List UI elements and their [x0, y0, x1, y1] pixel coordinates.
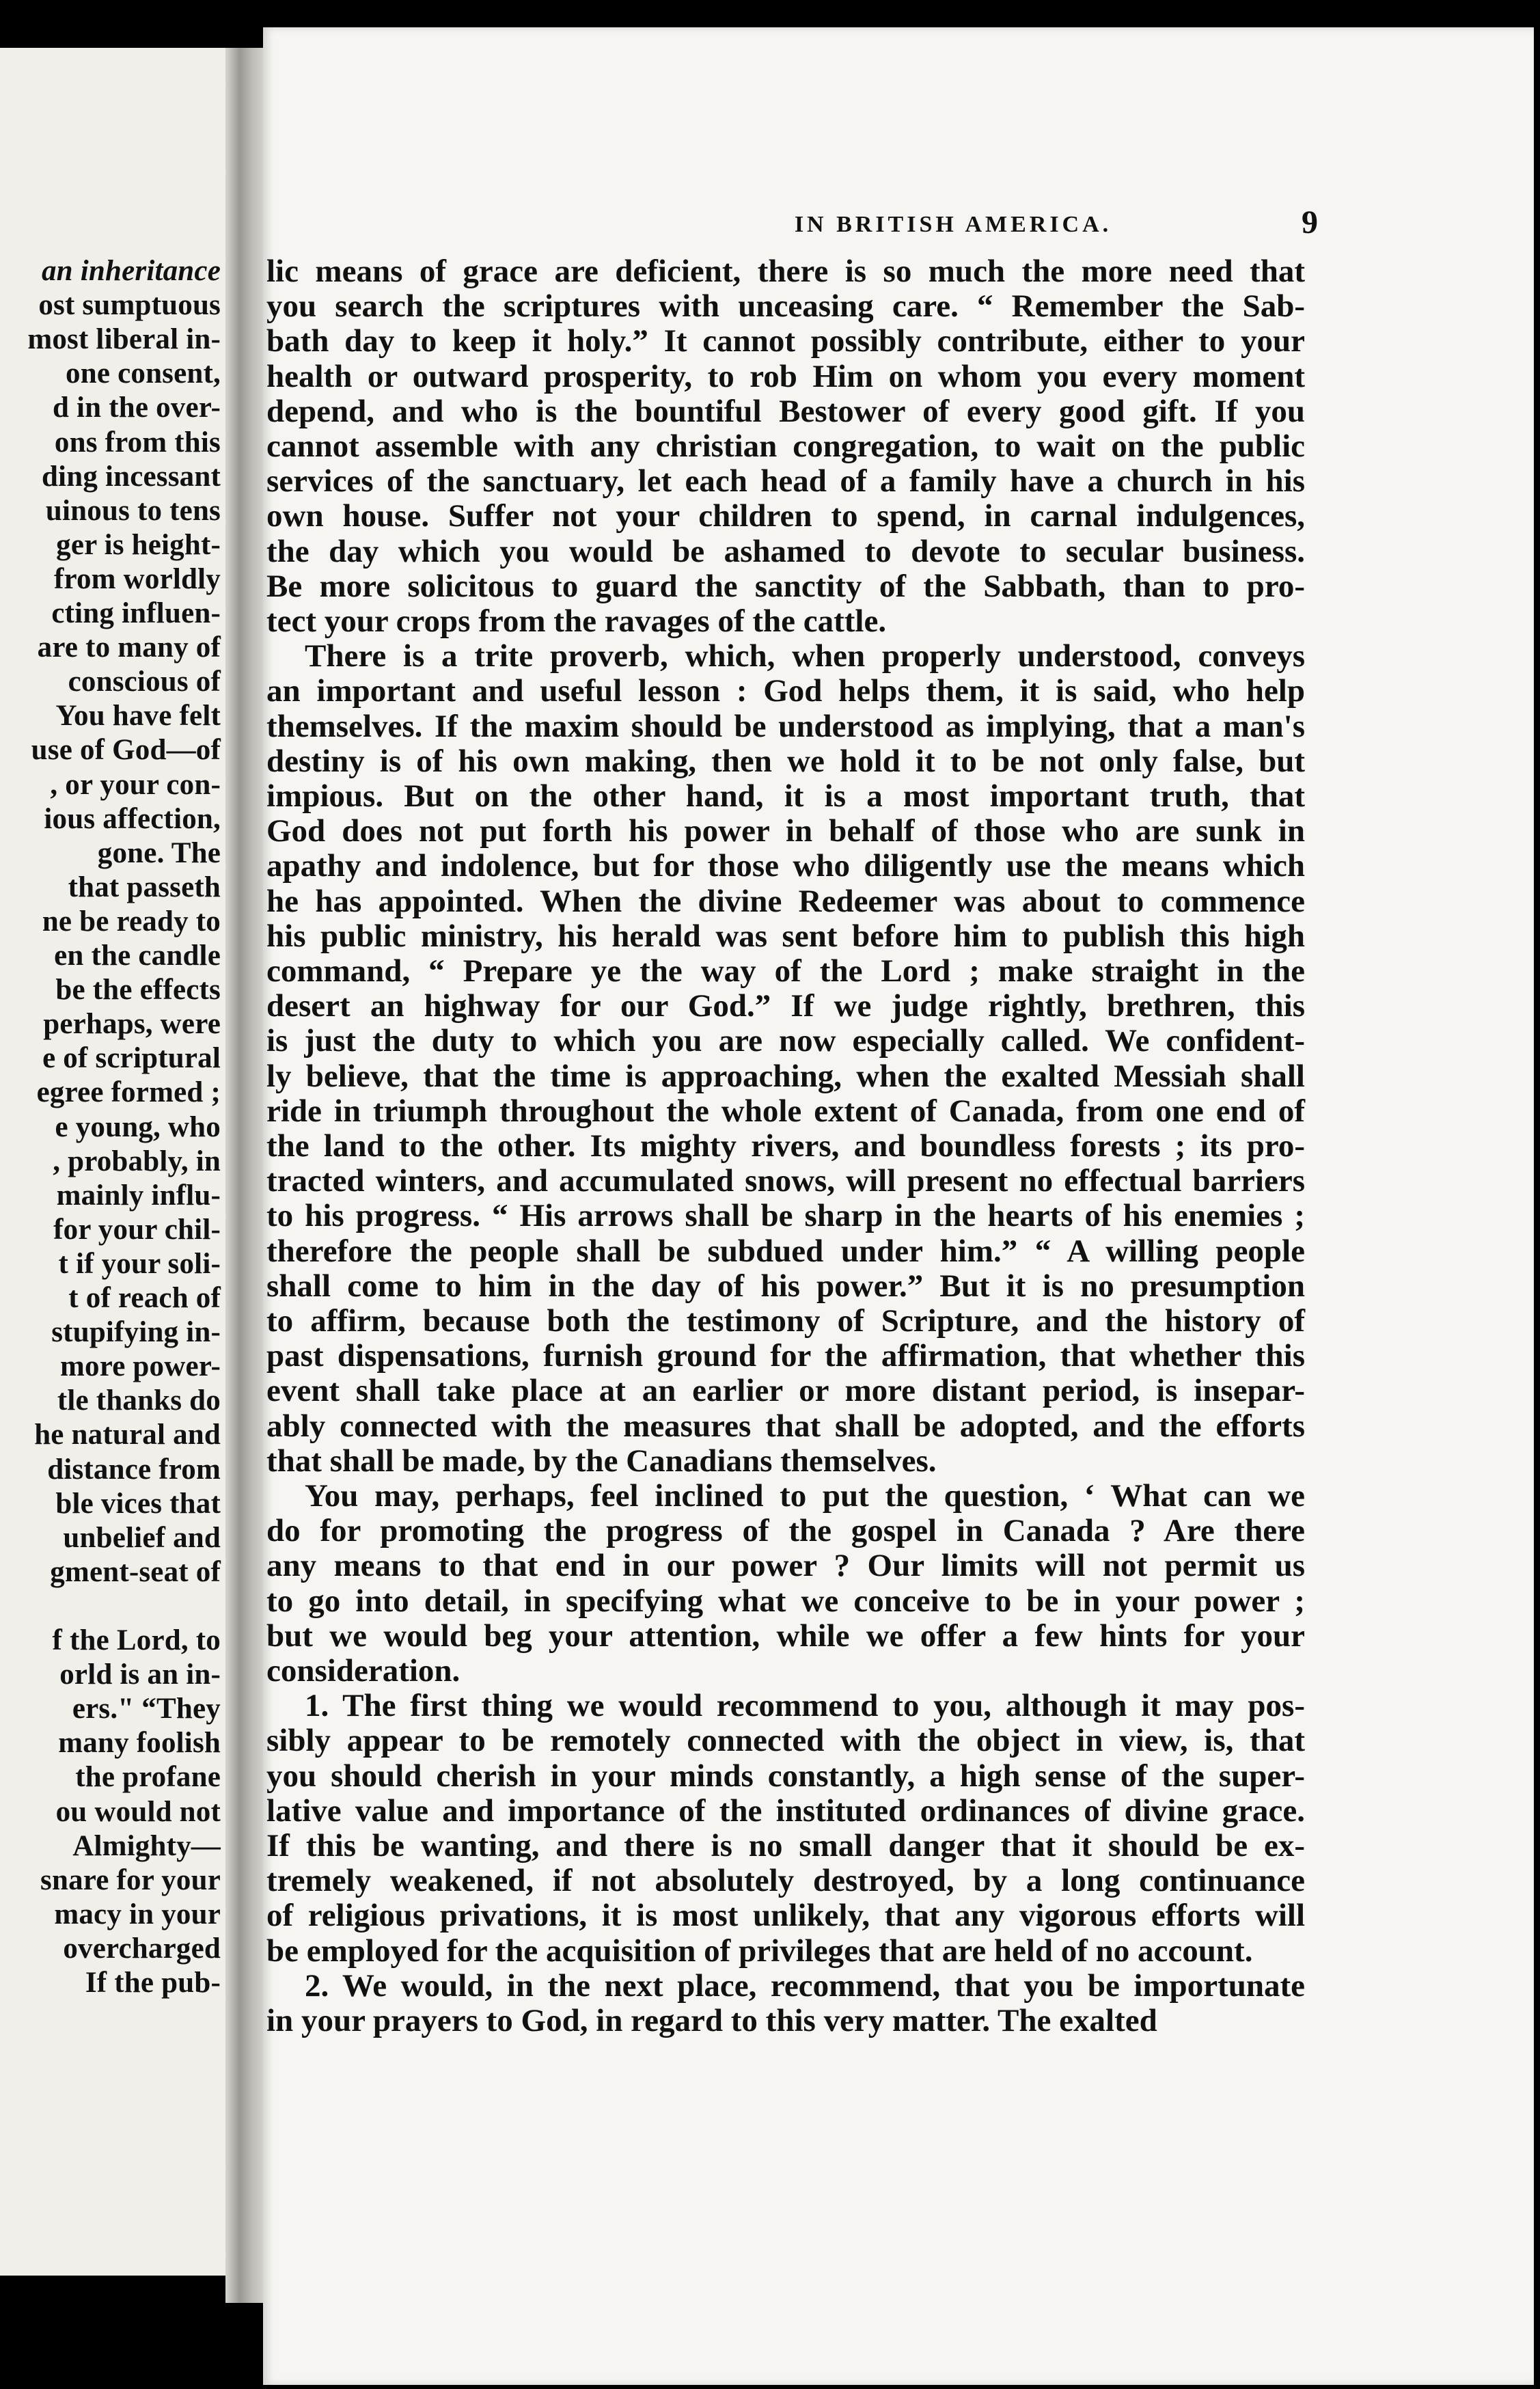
text-line: the day which you would be ashamed to devote to secular business.	[266, 533, 1305, 569]
fragment-line: tle thanks do	[57, 1384, 221, 1417]
text-line: lic means of grace are deficient, there is so much the more need that	[266, 254, 1305, 289]
fragment-line: ger is height-	[56, 528, 221, 561]
text-line: be employed for the acquisition of privileges that are held of no account.	[266, 1933, 1253, 1969]
text-line: destiny is of his own making, then we hold it to be not only false, but	[266, 743, 1305, 779]
fragment-line: e young, who	[55, 1110, 221, 1143]
fragment-line: ou would not	[55, 1795, 221, 1828]
text-line: ly believe, that the time is approaching, when the exalted Messiah shall	[266, 1058, 1305, 1094]
fragment-line: ers." “They	[72, 1693, 221, 1725]
text-line: health or outward prosperity, to rob Him on whom you every moment	[266, 358, 1305, 394]
text-line: 2. We would, in the next place, recommend, that you be importunate	[305, 1967, 1305, 2004]
text-line: therefore the people shall be subdued under him.” “ A willing people	[266, 1233, 1305, 1269]
text-line: You may, perhaps, feel inclined to put the question, ‘ What can we	[305, 1478, 1305, 1514]
text-line: sibly appear to be remotely connected with the object in view, is, that	[266, 1723, 1305, 1759]
text-line: you search the scriptures with unceasing care. “ Remember the Sab-	[266, 288, 1305, 325]
fragment-line: t of reach of	[68, 1282, 221, 1314]
text-line: his public ministry, his herald was sent before him to publish this high	[266, 918, 1305, 954]
text-line: to affirm, because both the testimony of Scripture, and the history of	[266, 1303, 1305, 1339]
fragment-line: gment-seat of	[50, 1555, 221, 1588]
fragment-line: more power-	[59, 1350, 221, 1383]
fragment-line: ding incessant	[41, 460, 221, 493]
text-line: themselves. If the maxim should be understood as implying, that a man's	[266, 708, 1305, 744]
text-line: 1. The first thing we would recommend to you, although it may pos-	[305, 1688, 1305, 1724]
fragment-line: one consent,	[66, 357, 221, 390]
fragment-line: You have felt	[55, 700, 221, 733]
fragment-line: be the effects	[55, 974, 221, 1007]
fragment-line: , probably, in	[53, 1145, 221, 1177]
text-line: ably connected with the measures that shall be adopted, and the efforts	[266, 1408, 1305, 1444]
text-line: he has appointed. When the divine Redeemer was about to commence	[266, 883, 1305, 919]
text-line: is just the duty to which you are now especially called. We confident-	[266, 1023, 1305, 1059]
fragment-line: mainly influ-	[56, 1179, 221, 1212]
text-line: to his progress. “ His arrows shall be sharp in the hearts of his enemies ;	[266, 1198, 1305, 1234]
fragment-line: distance from	[47, 1453, 221, 1486]
fragment-line: use of God—of	[31, 734, 221, 767]
fragment-line: f the Lord, to	[52, 1624, 221, 1656]
fragment-line: d in the over-	[52, 392, 221, 424]
previous-page-fragment	[0, 48, 236, 2276]
text-line: command, “ Prepare ye the way of the Lord ; make straight in the	[266, 953, 1305, 989]
fragment-line: ble vices that	[55, 1487, 221, 1520]
text-line: apathy and indolence, but for those who diligently use the means which	[266, 848, 1305, 884]
fragment-line: en the candle	[54, 940, 221, 972]
fragment-line: the profane	[75, 1761, 221, 1794]
text-line: but we would beg your attention, while we offer a few hints for your	[266, 1617, 1305, 1654]
text-line: in your prayers to God, in regard to this very matter. The exalted	[266, 2003, 1157, 2038]
fragment-line: ost sumptuous	[38, 289, 221, 322]
fragment-line: snare for your	[40, 1864, 221, 1896]
fragment-line: are to many of	[37, 631, 221, 664]
fragment-line: e of scriptural	[42, 1042, 221, 1075]
text-line: services of the sanctuary, let each head of a family have a church in his	[266, 463, 1305, 500]
text-line: tracted winters, and accumulated snows, will present no effectual barriers	[266, 1163, 1305, 1199]
fragment-line: he natural and	[34, 1419, 221, 1451]
text-line: Be more solicitous to guard the sanctity of the Sabbath, than to pro-	[266, 568, 1305, 604]
fragment-line: from worldly	[53, 562, 221, 595]
text-line: an important and useful lesson : God helps them, it is said, who help	[266, 673, 1305, 709]
fragment-line: most liberal in-	[27, 323, 221, 356]
text-line: ride in triumph throughout the whole extent of Canada, from one end of	[266, 1093, 1305, 1129]
fragment-line: t if your soli-	[58, 1247, 221, 1280]
running-head: IN BRITISH AMERICA.	[794, 212, 1112, 237]
text-line: you should cherish in your minds constantly, a high sense of the super-	[266, 1758, 1305, 1794]
fragment-line: uinous to tens	[45, 494, 221, 527]
text-line: do for promoting the progress of the gospel in Canada ? Are there	[266, 1513, 1305, 1549]
fragment-line: ons from this	[54, 426, 221, 459]
text-line: tect your crops from the ravages of the cattle.	[266, 603, 887, 639]
text-line: tremely weakened, if not absolutely destroyed, by a long continuance	[266, 1863, 1305, 1899]
text-line: God does not put forth his power in behalf of those who are sunk in	[266, 813, 1305, 849]
text-line: to go into detail, in specifying what we conceive to be in your power ;	[266, 1583, 1305, 1619]
text-line: desert an highway for our God.” If we judge rightly, brethren, this	[266, 988, 1305, 1024]
text-line: There is a trite proverb, which, when properly understood, conveys	[305, 638, 1305, 674]
text-line: of religious privations, it is most unlikely, that any vigorous efforts will	[266, 1898, 1305, 1934]
text-line: past dispensations, furnish ground for the affirmation, that whether this	[266, 1338, 1305, 1374]
fragment-line: an inheritance	[41, 255, 221, 287]
text-line: lative value and importance of the instituted ordinances of divine grace.	[266, 1792, 1305, 1829]
page-body	[263, 27, 1534, 2385]
fragment-line: gone. The	[97, 836, 221, 869]
fragment-line: egree formed ;	[36, 1076, 221, 1109]
fragment-line: unbelief and	[63, 1521, 221, 1554]
page-number: 9	[1302, 204, 1318, 241]
text-line: depend, and who is the bountiful Bestower of every good gift. If you	[266, 393, 1305, 429]
text-line: the land to the other. Its mighty rivers, and boundless forests ; its pro-	[266, 1128, 1305, 1164]
fragment-line: , or your con-	[50, 768, 221, 801]
text-line: If this be wanting, and there is no small danger that it should be ex-	[266, 1828, 1305, 1864]
text-line: any means to that end in our power ? Our limits will not permit us	[266, 1548, 1305, 1584]
fragment-line: If the pub-	[85, 1967, 221, 1999]
fragment-line: Almighty—	[72, 1829, 221, 1862]
text-line: cannot assemble with any christian congregation, to wait on the public	[266, 428, 1305, 464]
fragment-line: orld is an in-	[59, 1658, 221, 1691]
text-line: that shall be made, by the Canadians themselves.	[266, 1443, 937, 1479]
page	[263, 27, 1534, 2385]
fragment-line: macy in your	[54, 1898, 221, 1930]
fragment-line: stupifying in-	[51, 1316, 221, 1349]
text-line: consideration.	[266, 1653, 460, 1689]
text-line: own house. Suffer not your children to spend, in carnal indulgences,	[266, 498, 1305, 534]
fragment-line: ne be ready to	[42, 905, 221, 938]
text-line: impious. But on the other hand, it is a most important truth, that	[266, 778, 1305, 814]
text-line: shall come to him in the day of his power.” But it is no presumption	[266, 1268, 1305, 1304]
fragment-line: ious affection,	[44, 802, 221, 835]
fragment-line: that passeth	[68, 871, 221, 903]
fragment-line: perhaps, were	[43, 1008, 221, 1041]
text-line: bath day to keep it holy.” It cannot possibly contribute, either to your	[266, 323, 1305, 359]
fragment-line: cting influen-	[51, 597, 221, 629]
fragment-line: conscious of	[68, 666, 221, 698]
fragment-line: overcharged	[63, 1932, 221, 1965]
fragment-line: for your chil-	[53, 1213, 221, 1246]
text-line: event shall take place at an earlier or more distant period, is insepar-	[266, 1373, 1305, 1409]
fragment-line: many foolish	[58, 1727, 221, 1760]
